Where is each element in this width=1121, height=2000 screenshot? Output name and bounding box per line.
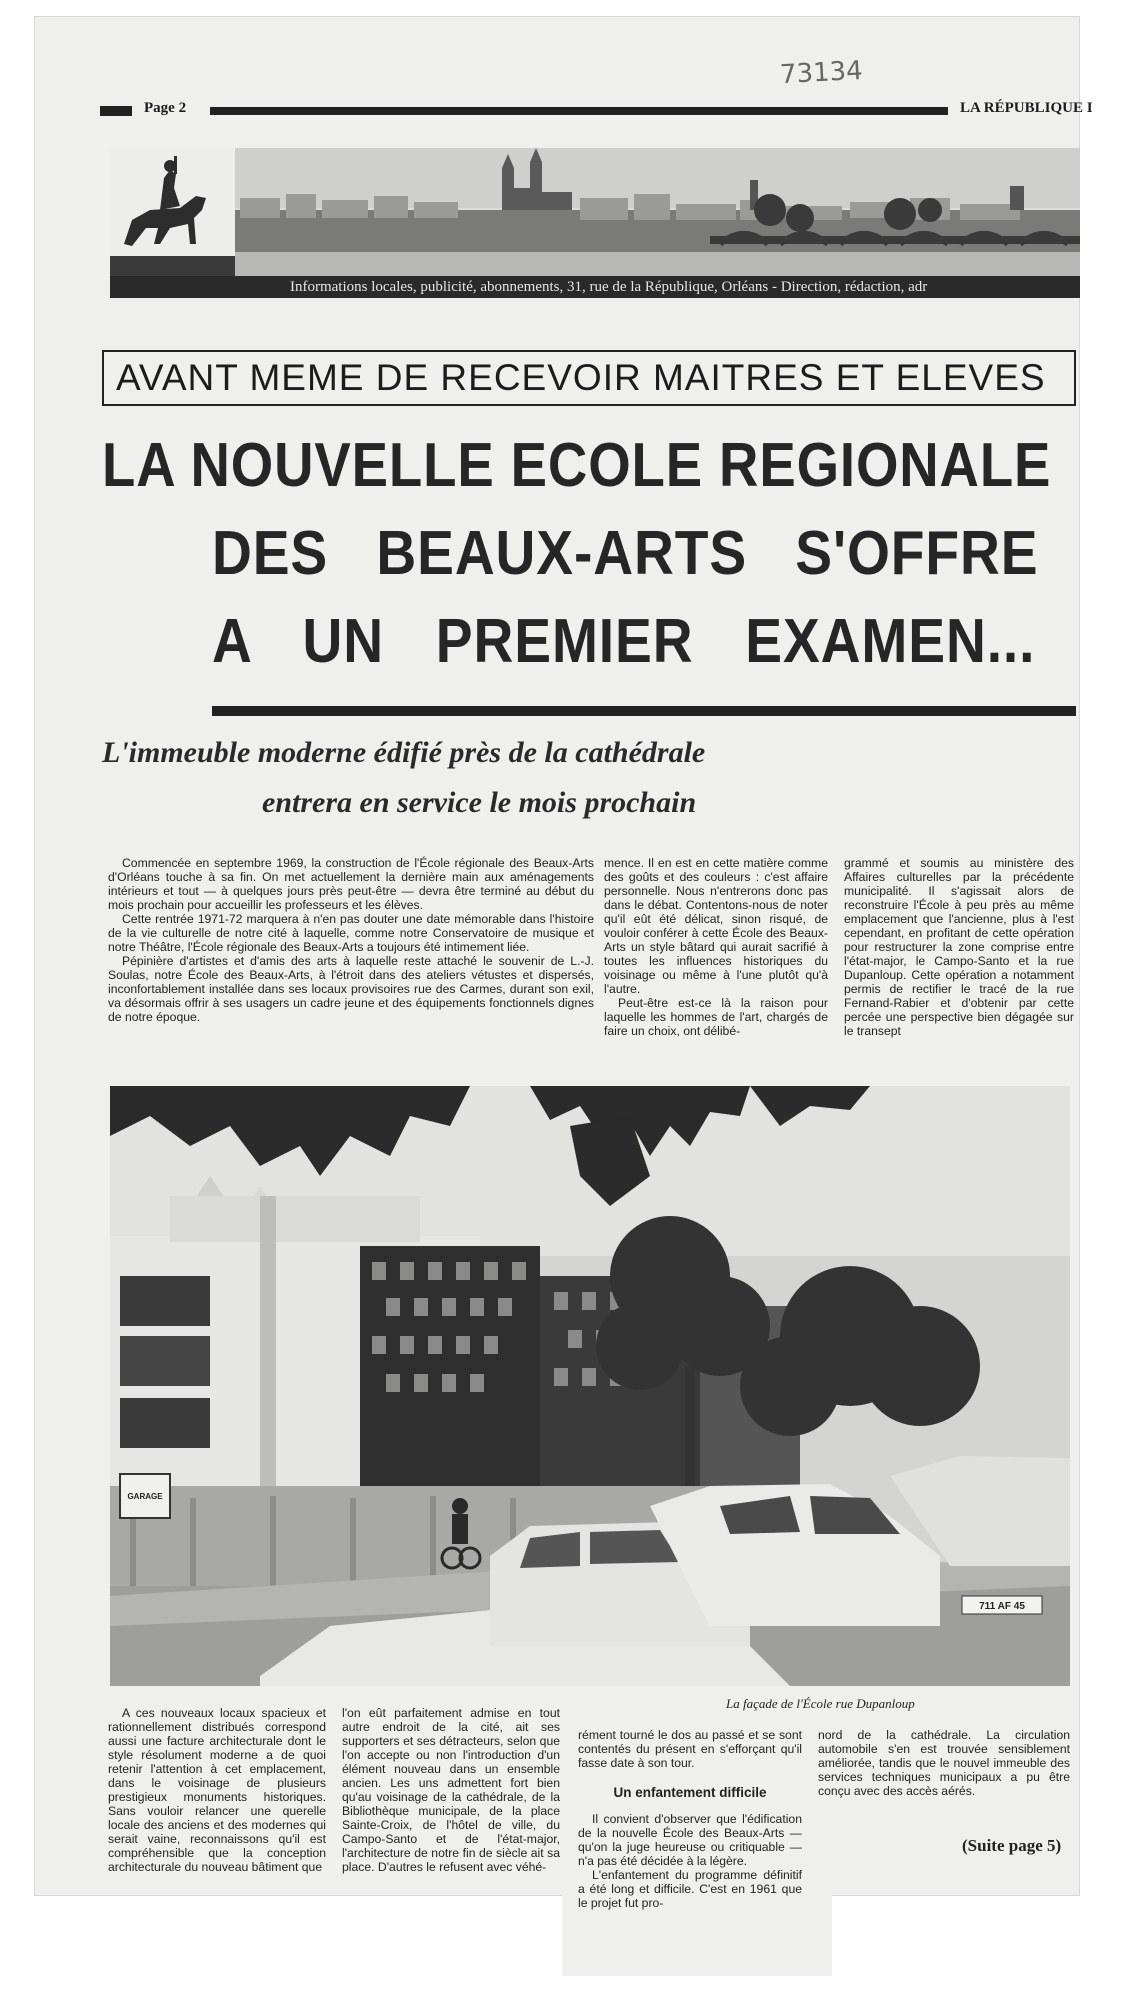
deck-line-1: L'immeuble moderne édifié près de la cathédrale <box>102 736 706 769</box>
bottom-paragraph: nord de la cathédrale. La circulation automobile s'en est trouvée sensiblement améliorée, tandis que le nouvel immeuble des services techniques municipaux a pu être conçu avec des accès aérés. <box>818 1728 1070 1798</box>
intro-paragraph: Commencée en septembre 1969, la construction de l'École régionale des Beaux-Arts d'Orléans touche à sa fin. On met actuellement la dernière main aux aménagements intérieurs et tout — à quelques jours près peut-être — devra être terminé au début du mois prochain pour accueillir les professeurs et les élèves. <box>108 856 594 912</box>
school-facade-photo <box>110 1086 1070 1686</box>
right-paragraph: grammé et soumis au ministère des Affaires culturelles par la précédente municipalité. Il s'agissait alors de reconstruire l'École à peu près au même emplacement que l'ancienne, plus à l'est cependant, en profitant de cette opération pour restructurer la zone comprise entre l'état-major, le Campo-Santo et la rue Dupanloup. Cette opération a notamment permis de rectifier le tracé de la rue Fernand-Rabier et d'obtenir par cette percée une perspective bien dégagée sur le transept <box>844 856 1074 1038</box>
intro-paragraph: Cette rentrée 1971-72 marquera à n'en pas douter une date mémorable dans l'histoire de la vie culturelle de notre cité à laquelle, comme notre Conservatoire de musique et notre Théâtre, l'École régionale des Beaux-Arts a toujours été intimement liée. <box>108 912 594 954</box>
bottom-column-4 <box>818 1728 1070 1798</box>
middle-column-top <box>604 856 828 1038</box>
continued-note: (Suite page 5) <box>962 1836 1062 1855</box>
subhead: Un enfantement difficile <box>613 1785 767 1800</box>
page-header-bar <box>100 100 1093 122</box>
bottom-paragraph: Il convient d'observer que l'édification de la nouvelle École des Beaux-Arts — qu'on la juge heureuse ou critiquable — n'a pas été décidée à la légère. <box>578 1812 802 1868</box>
license-plate: 711 AF 45 <box>979 1601 1025 1612</box>
bottom-paragraph: l'on eût parfaitement admise en tout autre endroit de la cité, ait ses supporters et ses détracteurs, selon que l'on accepte ou non l'introduction d'un élément nouveau dans un ensemble ancien. Les uns admettent fort bien qu'au voisinage de la cathédrale, de la Bibliothèque municipale, de la place Sainte-Croix, de l'hôtel de ville, du Campo-Santo et de l'état-major, l'architecture de notre fin de siècle ait sa place. D'autres le refusent avec véhé- <box>342 1706 560 1874</box>
headline-line-3: A UN PREMIER EXAMEN... <box>212 607 1036 676</box>
bottom-column-1 <box>108 1706 326 1874</box>
city-banner <box>110 148 1080 298</box>
intro-column <box>108 856 594 1024</box>
info-strip: Informations locales, publicité, abonnements, 31, rue de la République, Orléans - Direction, rédaction, adr <box>110 276 1080 298</box>
headline-rule <box>212 706 1076 716</box>
masthead: LA RÉPUBLIQUE I <box>960 100 1093 116</box>
handwritten-reference-number: 73134 <box>779 55 864 91</box>
deck-line-2: entrera en service le mois prochain <box>262 786 697 819</box>
photo-caption: La façade de l'École rue Dupanloup <box>726 1696 915 1711</box>
intro-paragraph: Pépinière d'artistes et d'amis des arts à laquelle reste attaché le souvenir de L.-J. Soulas, notre École des Beaux-Arts, à l'étroit dans des ateliers vétustes et dispersés, inconfortablement installée dans ses locaux provisoires rue des Carmes, durant son exil, va désormais offrir à ses usagers un cadre jeune et des équipements fonctionnels dignes de notre époque. <box>108 954 594 1024</box>
headline-line-2: DES BEAUX-ARTS S'OFFRE <box>212 519 1039 588</box>
bottom-paragraph: A ces nouveaux locaux spacieux et rationnellement distribués correspond aussi une facture architecturale dont le style résolument moderne a de quoi retenir l'attention à cet emplacement, dans le voisinage de plusieurs prestigieux monuments historiques. Sans vouloir relancer une querelle locale des anciens et des modernes qui serait vaine, reconnaissons qu'il est compréhensible que la conception architecturale du nouveau bâtiment que <box>108 1706 326 1874</box>
photo-illustration <box>110 1086 1070 1686</box>
orleans-skyline-illustration <box>110 148 1080 276</box>
middle-paragraph: mence. Il en est en cette matière comme des goûts et des couleurs : c'est affaire personnelle. Nous n'entrerons donc pas dans le débat. Contentons-nous de noter qu'il eût été délicat, sinon risqué, de vouloir conférer à cette École des Beaux-Arts un style bâtard qui aurait sacrifié à toutes les influences historiques du voisinage ou même à l'une plutôt qu'à l'autre. <box>604 856 828 996</box>
bottom-column-3 <box>578 1728 802 1910</box>
bottom-column-2 <box>342 1706 560 1874</box>
headline-line-1: LA NOUVELLE ECOLE REGIONALE <box>102 431 1052 500</box>
header-block-mark <box>100 106 132 116</box>
right-column-top <box>844 856 1074 1038</box>
page-label: Page 2 <box>144 100 187 116</box>
middle-paragraph: Peut-être est-ce là la raison pour laquelle les hommes de l'art, chargés de faire un choix, ont délibé- <box>604 996 828 1038</box>
header-rule <box>210 107 948 115</box>
kicker-headline: AVANT MEME DE RECEVOIR MAITRES ET ELEVES <box>102 350 1076 406</box>
bottom-paragraph: L'enfantement du programme définitif a été long et difficile. C'est en 1961 que le projet fut pro- <box>578 1868 802 1910</box>
garage-sign: GARAGE <box>127 1492 163 1501</box>
bottom-paragraph: rément tourné le dos au passé et se sont contentés du présent en s'efforçant qu'il fasse date à son tour. <box>578 1728 802 1770</box>
